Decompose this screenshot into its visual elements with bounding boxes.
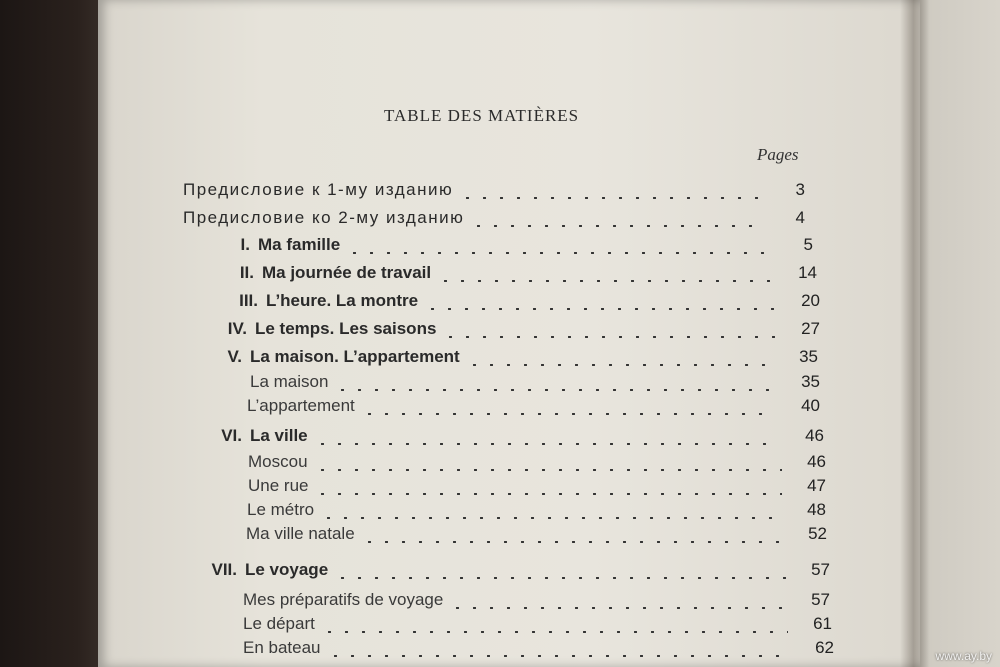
entry-title: Une rue [248, 476, 309, 495]
toc-entry-chapter-4 [227, 319, 820, 343]
page-gutter-shadow [900, 0, 930, 667]
dot-leader [334, 389, 776, 391]
dot-leader [466, 364, 774, 366]
page-number: 46 [805, 426, 824, 445]
entry-title: L’heure. La montre [266, 291, 419, 310]
entry-title: En bateau [243, 638, 321, 657]
watermark: www.ay.by [935, 649, 992, 663]
entry-title: Le voyage [245, 560, 329, 579]
toc-heading: TABLE DES MATIÈRES [384, 106, 580, 125]
dot-leader [449, 607, 786, 609]
entry-title: La maison [250, 372, 329, 391]
chapter-number: I. [240, 235, 250, 254]
chapter-number: V. [227, 347, 242, 366]
toc-entry-section [247, 500, 826, 524]
entry-title: Ma journée de travail [262, 263, 432, 282]
toc-entry-chapter-3 [239, 291, 820, 315]
page-number: 3 [795, 180, 805, 199]
toc-entry-section [248, 476, 826, 500]
entry-title: La maison. L’appartement [250, 347, 460, 366]
entry-title: Le départ [243, 614, 315, 633]
chapter-number: IV. [227, 319, 247, 338]
toc-entry-chapter-7 [211, 560, 830, 584]
page-number: 57 [811, 590, 830, 609]
dot-leader [470, 225, 761, 227]
page-number: 46 [807, 452, 826, 471]
dot-leader [424, 308, 776, 310]
dot-leader [442, 336, 776, 338]
entry-title: Ma famille [258, 235, 341, 254]
entry-title: Ma ville natale [246, 524, 355, 543]
page-number: 35 [799, 347, 818, 366]
page-number: 4 [795, 208, 805, 227]
toc-entry-chapter-5 [227, 347, 818, 371]
pages-column-label: Pages [757, 145, 799, 164]
page-number: 57 [811, 560, 830, 579]
page-number: 48 [807, 500, 826, 519]
entry-title: Предисловие ко 2-му изданию [183, 208, 465, 227]
dot-leader [327, 655, 790, 657]
page-number: 27 [801, 319, 820, 338]
dot-leader [314, 469, 782, 471]
chapter-number: III. [239, 291, 258, 310]
entry-title: Moscou [248, 452, 308, 471]
page-number: 20 [801, 291, 820, 310]
page-number: 61 [813, 614, 832, 633]
dot-leader [459, 197, 761, 199]
page-number: 40 [801, 396, 820, 415]
entry-title: Le métro [247, 500, 315, 519]
page-number: 35 [801, 372, 820, 391]
toc-entry-section [248, 452, 826, 476]
toc-entry-section [243, 590, 830, 614]
toc-entry-section [250, 372, 820, 396]
dot-leader [334, 577, 786, 579]
toc-entry-section [243, 614, 832, 638]
dot-leader [314, 493, 782, 495]
toc-entry-section [246, 524, 827, 548]
dot-leader [361, 541, 783, 543]
page-number: 47 [807, 476, 826, 495]
dot-leader [437, 280, 773, 282]
entry-title: Mes préparatifs de voyage [243, 590, 444, 609]
chapter-number: II. [239, 263, 254, 282]
page-number: 62 [815, 638, 834, 657]
dot-leader [320, 517, 782, 519]
dot-leader [321, 631, 788, 633]
chapter-number: VII. [211, 560, 237, 579]
entry-title: Le temps. Les saisons [255, 319, 437, 338]
page-number: 14 [798, 263, 817, 282]
page-number: 52 [808, 524, 827, 543]
toc-entry-preface-2 [183, 208, 805, 232]
toc-entry-section [243, 638, 834, 662]
toc-entry-chapter-6 [221, 426, 824, 450]
dot-leader [346, 252, 769, 254]
entry-title: Предисловие к 1-му изданию [183, 180, 454, 199]
toc-entry-preface-1 [183, 180, 805, 204]
dark-backdrop [0, 0, 110, 667]
dot-leader [361, 413, 776, 415]
toc-entry-section [247, 396, 820, 420]
page-number: 5 [803, 235, 813, 254]
toc-entry-chapter-1 [240, 235, 813, 259]
toc-entry-chapter-2 [239, 263, 817, 287]
chapter-number: VI. [221, 426, 242, 445]
entry-title: La ville [250, 426, 308, 445]
dot-leader [314, 443, 780, 445]
entry-title: L’appartement [247, 396, 355, 415]
